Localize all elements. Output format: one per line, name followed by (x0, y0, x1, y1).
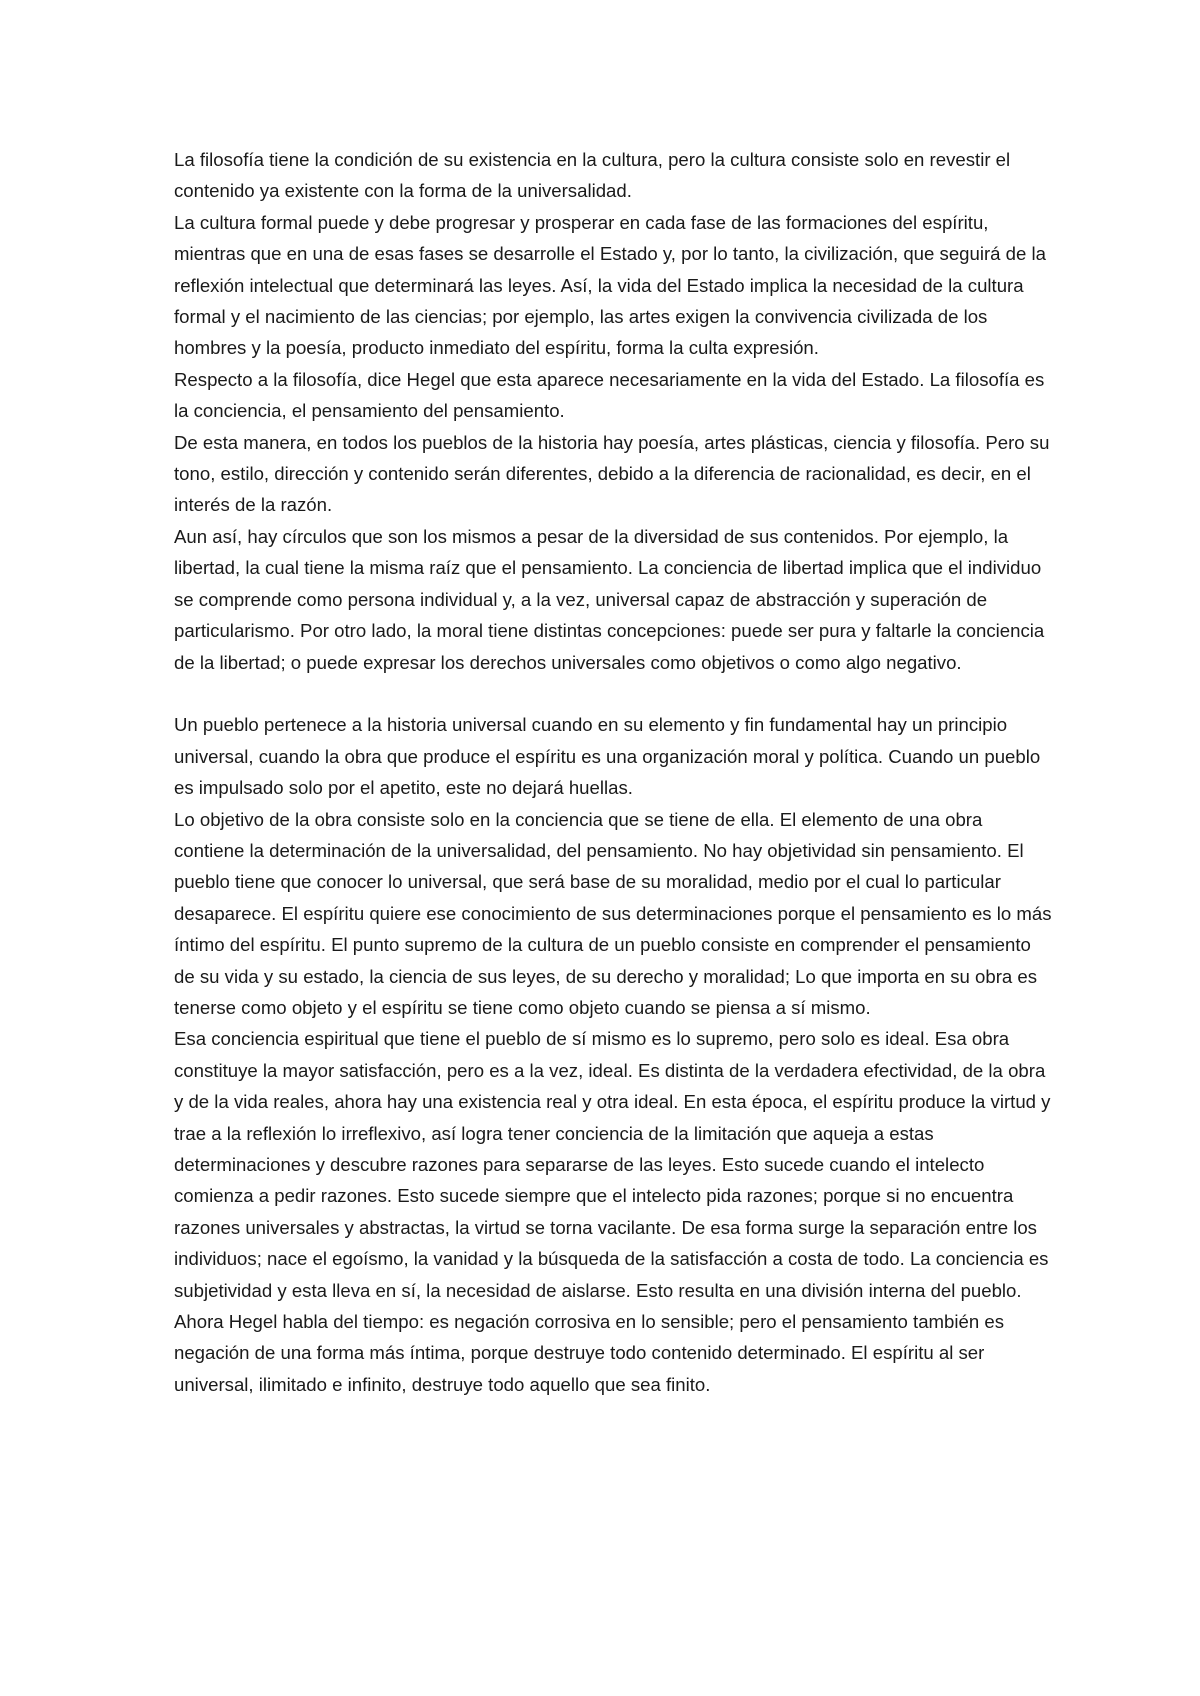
paragraph-culture-philosophy: La filosofía tiene la condición de su existencia en la cultura, pero la cultura consiste solo en revestir el contenido ya existente con la forma de la universalidad. (174, 149, 1011, 202)
paragraph-universal-history: Un pueblo pertenece a la historia universal cuando en su elemento y fin fundamental hay un principio universal, cuando la obra que produce el espíritu es una organización moral y política. Cuando un pueblo es impulsado solo por el apetito, este no dejará huellas. (174, 714, 1041, 799)
paragraph-time-negation: Ahora Hegel habla del tiempo: es negación corrosiva en lo sensible; pero el pensamiento también es negación de una forma más íntima, porque destruye todo contenido determinado. El espíritu al ser universal, ilimitado e infinito, destruye todo aquello que sea finito. (174, 1311, 1004, 1395)
paragraph-spiritual-consciousness: Esa conciencia espiritual que tiene el pueblo de sí mismo es lo supremo, pero solo es ideal. Esa obra constituye la mayor satisfacción, pero es a la vez, ideal. Es distinta de la verdadera efectividad, de la obra y de la vida reales, ahora hay una existencia real y otra ideal. En esta época, el espíritu produce la virtud y trae a la reflexión lo irreflexivo, así logra tener conciencia de la limitación que aqueja a estas determinaciones y descubre razones para separarse de las leyes. Esto sucede cuando el intelecto comienza a pedir razones. Esto sucede siempre que el intelecto pida razones; porque si no encuentra razones universales y abstractas, la virtud se torna vacilante. De esa forma surge la separación entre los individuos; nace el egoísmo, la vanidad y la búsqueda de la satisfacción a costa de todo. La conciencia es subjetividad y esta lleva en sí, la necesidad de aislarse. Esto resulta en una división interna del pueblo. (174, 1028, 1051, 1301)
paragraph-circles-freedom: Aun así, hay círculos que son los mismos a pesar de la diversidad de sus contenidos. Por ejemplo, la libertad, la cual tiene la misma raíz que el pensamiento. La conciencia de libertad implica que el individuo se comprende como persona individual y, a la vez, universal capaz de abstracción y superación de particularismo. Por otro lado, la moral tiene distintas concepciones: puede ser pura y faltarle la conciencia de la libertad; o puede expresar los derechos universales como objetivos o como algo negativo. (174, 525, 1045, 673)
paragraph-formal-culture: La cultura formal puede y debe progresar y prosperar en cada fase de las formaciones del espíritu, mientras que en una de esas fases se desarrolle el Estado y, por lo tanto, la civilización, que seguirá de la reflexión intelectual que determinará las leyes. Así, la vida del Estado implica la necesidad de la cultura formal y el nacimiento de las ciencias; por ejemplo, las artes exigen la convivencia civilizada de los hombres y la poesía, producto inmediato del espíritu, forma la culta expresión. (174, 211, 1046, 359)
paragraph-philosophy-state: Respecto a la filosofía, dice Hegel que esta aparece necesariamente en la vida del Estado. La filosofía es la conciencia, el pensamiento del pensamiento. (174, 368, 1045, 422)
paragraph-spacer (174, 678, 1054, 709)
paragraph-objective-work: Lo objetivo de la obra consiste solo en la conciencia que se tiene de ella. El elemento de una obra contiene la determinación de la universalidad, del pensamiento. No hay objetividad sin pensamiento. El pueblo tiene que conocer lo universal, que será base de su moralidad, medio por el cual lo particular desaparece. El espíritu quiere ese conocimiento de sus determinaciones porque el pensamiento es lo más íntimo del espíritu. El punto supremo de la cultura de un pueblo consiste en comprender el pensamiento de su vida y su estado, la ciencia de sus leyes, de su derecho y moralidad; Lo que importa en su obra es tenerse como objeto y el espíritu se tiene como objeto cuando se piensa a sí mismo. (174, 808, 1052, 1018)
paragraph-peoples-history: De esta manera, en todos los pueblos de la historia hay poesía, artes plásticas, ciencia y filosofía. Pero su tono, estilo, dirección y contenido serán diferentes, debido a la diferencia de racionalidad, es decir, en el interés de la razón. (174, 431, 1050, 516)
document-body (174, 144, 1054, 1400)
